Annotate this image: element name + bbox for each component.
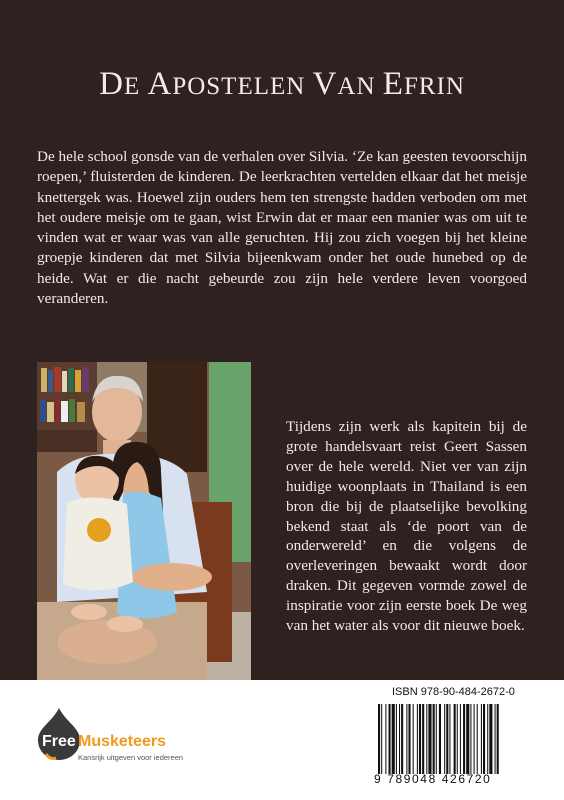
barcode-icon — [374, 700, 538, 780]
blurb-text: De hele school gonsde van de verhalen over Silvia. ‘Ze kan geesten tevoorschijn roepen,’ fluisterden de kinderen. De leerkrachten vertelden elkaar dat het meisje knettergek was. Hoewel zijn ouders hem ten strengste hadden verboden om met het oudere meisje om te gaan, wist Erwin dat er maar een manier was om uit te vinden wat er waar was van alle geruchten. Hij zou zich voegen bij het kleine groepje kinderen dat met Silvia bijeenkwam onder het oude hunebed op de heide. Wat er die nacht gebeurde zou zijn hele verdere leven voorgoed veranderen. — [37, 148, 527, 308]
isbn-label: ISBN 978-90-484-2672-0 — [392, 686, 515, 698]
book-title: DE APOSTELEN VAN EFRIN — [99, 66, 465, 102]
author-photo-illustration — [37, 362, 251, 680]
publisher-tagline: Kansrijk uitgeven voor iedereen — [78, 753, 184, 762]
author-photo — [37, 362, 251, 680]
publisher-name-musketeers: Musketeers — [78, 733, 167, 750]
publisher-logo — [36, 708, 186, 768]
isbn-digits: 9 789048 426720 — [374, 772, 492, 786]
publisher-name-free: Free — [42, 733, 76, 750]
author-bio: Tijdens zijn werk als kapitein bij de grote handelsvaart reist Geert Sassen over de hele wereld. Niet ver van zijn huidige woonplaats in Thailand is een bron die bij de plaatselijke bevolking bekend staat als ‘de poort van de onderwereld’ en die volgens de overleveringen bewaakt wordt door draken. Dit gegeven vormde zowel de inspiratie voor zijn eerste boek De weg van het water als voor dit nieuwe boek. — [286, 418, 527, 635]
